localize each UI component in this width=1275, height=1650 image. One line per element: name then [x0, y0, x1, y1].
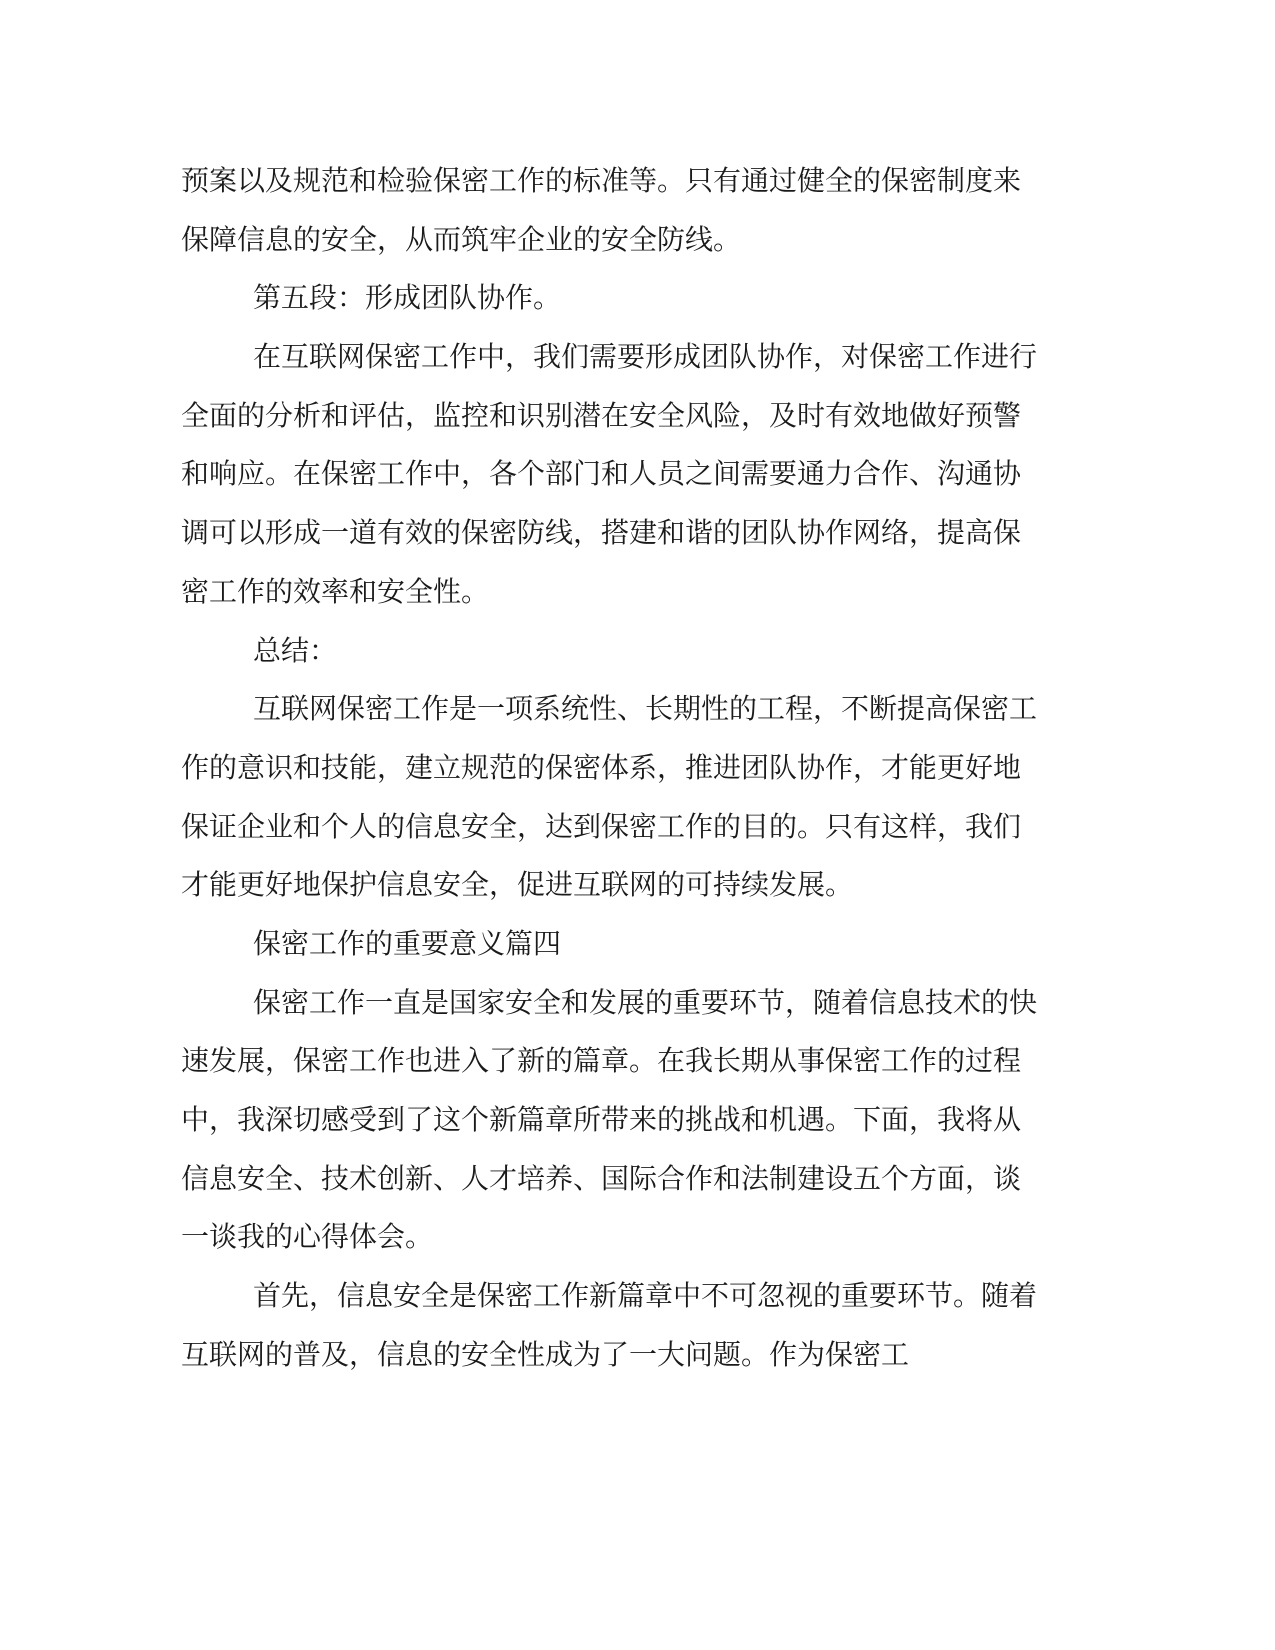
text-line: 全面的分析和评估，监控和识别潜在安全风险，及时有效地做好预警 [181, 399, 1022, 432]
text-line: 保证企业和个人的信息安全，达到保密工作的目的。只有这样，我们 [181, 810, 1022, 843]
text-line: 在互联网保密工作中，我们需要形成团队协作，对保密工作进行 [253, 340, 1038, 373]
text-line: 调可以形成一道有效的保密防线，搭建和谐的团队协作网络，提高保 [181, 516, 1022, 549]
text-line: 速发展，保密工作也进入了新的篇章。在我长期从事保密工作的过程 [181, 1044, 1022, 1077]
section-heading: 第五段：形成团队协作。 [253, 281, 562, 314]
text-line: 首先，信息安全是保密工作新篇章中不可忽视的重要环节。随着 [253, 1279, 1038, 1312]
text-line: 保障信息的安全，从而筑牢企业的安全防线。 [181, 223, 742, 256]
text-line: 预案以及规范和检验保密工作的标准等。只有通过健全的保密制度来 [181, 164, 1022, 197]
text-line: 互联网保密工作是一项系统性、长期性的工程，不断提高保密工 [253, 692, 1038, 725]
text-line: 作的意识和技能，建立规范的保密体系，推进团队协作，才能更好地 [181, 751, 1022, 784]
text-line: 一谈我的心得体会。 [181, 1220, 434, 1253]
section-heading: 总结： [253, 634, 338, 667]
text-line: 和响应。在保密工作中，各个部门和人员之间需要通力合作、沟通协 [181, 457, 1022, 490]
section-heading: 保密工作的重要意义篇四 [253, 927, 562, 960]
text-line: 密工作的效率和安全性。 [181, 575, 490, 608]
text-line: 信息安全、技术创新、人才培养、国际合作和法制建设五个方面，谈 [181, 1162, 1022, 1195]
text-line: 才能更好地保护信息安全，促进互联网的可持续发展。 [181, 868, 854, 901]
text-line: 互联网的普及，信息的安全性成为了一大问题。作为保密工 [181, 1338, 910, 1371]
text-line: 中，我深切感受到了这个新篇章所带来的挑战和机遇。下面，我将从 [181, 1103, 1022, 1136]
text-line: 保密工作一直是国家安全和发展的重要环节，随着信息技术的快 [253, 986, 1038, 1019]
